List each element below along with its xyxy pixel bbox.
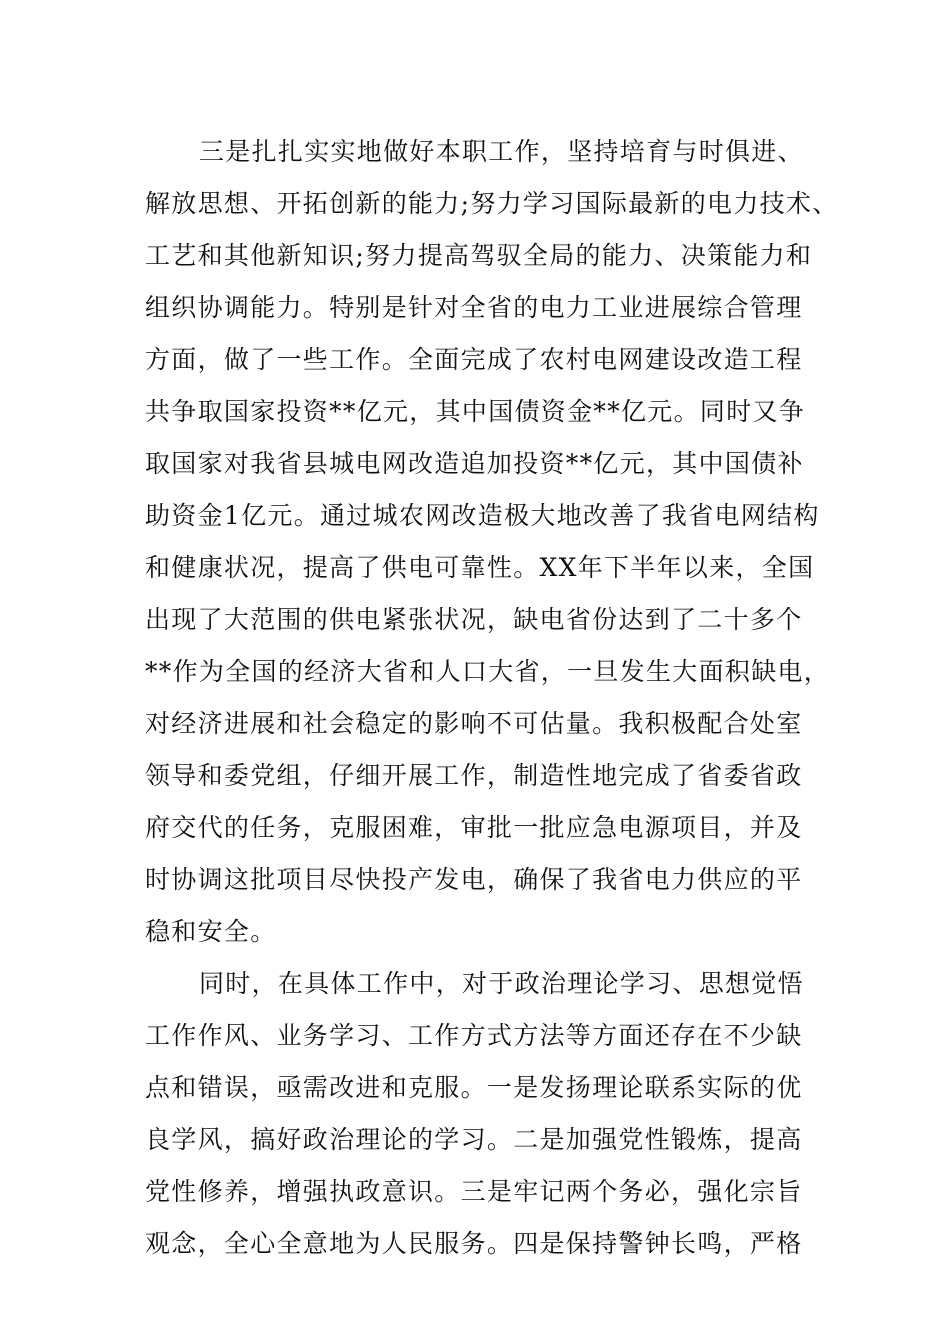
paragraph-2: [145, 958, 825, 1270]
paragraph-line: 方面，做了一些工作。全面完成了农村电网建设改造工程: [145, 345, 803, 374]
paragraph-line: 出现了大范围的供电紧张状况，缺电省份达到了二十多个: [145, 605, 803, 634]
paragraph-line: 良学风，搞好政治理论的学习。二是加强党性锻炼，提高: [145, 1125, 803, 1154]
paragraph-line: 三是扎扎实实地做好本职工作，坚持培育与时俱进、: [199, 137, 804, 166]
paragraph-line: 领导和委党组，仔细开展工作，制造性地完成了省委省政: [145, 761, 803, 790]
paragraph-line: **作为全国的经济大省和人口大省，一旦发生大面积缺电，: [145, 657, 831, 686]
paragraph-line: 助资金1亿元。通过城农网改造极大地改善了我省电网结构: [145, 501, 820, 530]
paragraph-line: 对经济进展和社会稳定的影响不可估量。我积极配合处室: [145, 709, 803, 738]
paragraph-line: 府交代的任务，克服困难，审批一批应急电源项目，并及: [145, 813, 803, 842]
paragraph-line: 党性修养，增强执政意识。三是牢记两个务必，强化宗旨: [145, 1177, 803, 1206]
paragraph-line: 和健康状况，提高了供电可靠性。XX年下半年以来，全国: [145, 553, 815, 582]
paragraph-line: 稳和安全。: [145, 917, 277, 946]
paragraph-line: 解放思想、开拓创新的能力;努力学习国际最新的电力技术、: [145, 189, 839, 218]
paragraph-1: [145, 126, 839, 958]
paragraph-line: 共争取国家投资**亿元，其中国债资金**亿元。同时又争: [145, 397, 806, 426]
paragraph-line: 工作作风、业务学习、工作方式方法等方面还存在不少缺: [145, 1021, 803, 1050]
document-body: [145, 126, 839, 1270]
paragraph-line: 时协调这批项目尽快投产发电，确保了我省电力供应的平: [145, 865, 803, 894]
paragraph-line: 组织协调能力。特别是针对全省的电力工业进展综合管理: [145, 293, 803, 322]
paragraph-line: 点和错误，亟需改进和克服。一是发扬理论联系实际的优: [145, 1073, 803, 1102]
paragraph-line: 观念，全心全意地为人民服务。四是保持警钟长鸣，严格: [145, 1229, 803, 1258]
paragraph-line: 取国家对我省县城电网改造追加投资**亿元，其中国债补: [145, 449, 804, 478]
paragraph-line: 同时，在具体工作中，对于政治理论学习、思想觉悟: [199, 969, 804, 998]
paragraph-line: 工艺和其他新知识;努力提高驾驭全局的能力、决策能力和: [145, 241, 813, 270]
